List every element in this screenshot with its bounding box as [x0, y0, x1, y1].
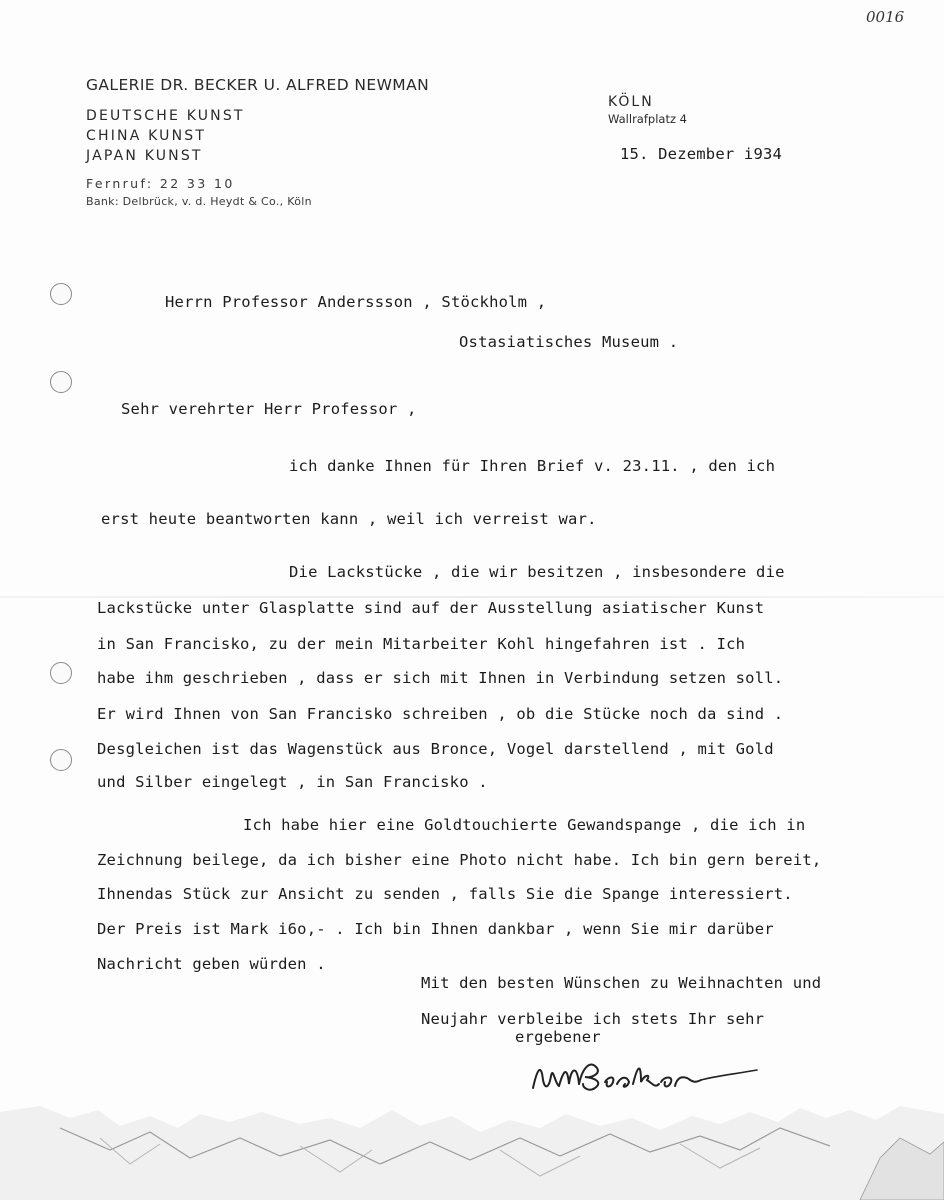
bank-details: Bank: Delbrück, v. d. Heydt & Co., Köln — [86, 195, 312, 208]
archive-number: 0016 — [866, 8, 905, 26]
body-line: Zeichnung beilege, da ich bisher eine Photo nicht habe. Ich bin gern bereit, — [97, 851, 822, 869]
body-line: Nachricht geben würden . — [97, 955, 326, 973]
body-line: habe ihm geschrieben , dass er sich mit Ihnen in Verbindung setzen soll. — [97, 669, 784, 687]
gallery-name: GALERIE DR. BECKER U. ALFRED NEWMAN — [86, 76, 430, 94]
letter-date: 15. Dezember i934 — [620, 145, 783, 163]
street: Wallrafplatz 4 — [608, 112, 687, 126]
department-japan-art: JAPAN KUNST — [86, 148, 203, 164]
recipient-line-2: Ostasiatisches Museum . — [459, 333, 679, 351]
closing-line-2: Neujahr verbleibe ich stets Ihr sehr — [421, 1010, 765, 1028]
closing-line-3: ergebener — [515, 1028, 601, 1046]
body-line: ich danke Ihnen für Ihren Brief v. 23.11. , den ich — [289, 457, 776, 475]
body-line: in San Francisko, zu der mein Mitarbeiter Kohl hingefahren ist . Ich — [97, 635, 746, 653]
sender-address — [608, 94, 687, 126]
handwritten-signature — [525, 1050, 765, 1100]
punch-hole-4 — [50, 749, 72, 771]
phone-number: Fernruf: 22 33 10 — [86, 176, 235, 191]
department-german-art: DEUTSCHE KUNST — [86, 108, 245, 124]
department-china-art: CHINA KUNST — [86, 128, 207, 144]
body-line: erst heute beantworten kann , weil ich verreist war. — [101, 510, 597, 528]
salutation: Sehr verehrter Herr Professor , — [121, 400, 417, 418]
body-line: Der Preis ist Mark i6o,- . Ich bin Ihnen dankbar , wenn Sie mir darüber — [97, 920, 774, 938]
body-line: Ihnendas Stück zur Ansicht zu senden , falls Sie die Spange interessiert. — [97, 885, 793, 903]
fold-crease — [0, 596, 944, 598]
body-line: Lackstücke unter Glasplatte sind auf der Ausstellung asiatischer Kunst — [97, 599, 765, 617]
body-line: und Silber eingelegt , in San Francisko . — [97, 773, 488, 791]
city: KÖLN — [608, 94, 654, 110]
body-line: Desgleichen ist das Wagenstück aus Bronce, Vogel darstellend , mit Gold — [97, 740, 774, 758]
torn-bottom-edge — [0, 1098, 944, 1200]
punch-hole-1 — [50, 283, 72, 305]
letterhead — [86, 76, 429, 208]
body-line: Er wird Ihnen von San Francisko schreiben , ob die Stücke noch da sind . — [97, 705, 784, 723]
punch-hole-2 — [50, 371, 72, 393]
punch-hole-3 — [50, 662, 72, 684]
recipient-line-1: Herrn Professor Anderssson , Stöckholm , — [165, 293, 547, 311]
body-line: Ich habe hier eine Goldtouchierte Gewandspange , die ich in — [243, 816, 806, 834]
body-line: Die Lackstücke , die wir besitzen , insbesondere die — [289, 563, 785, 581]
closing-line-1: Mit den besten Wünschen zu Weihnachten und — [421, 974, 822, 992]
